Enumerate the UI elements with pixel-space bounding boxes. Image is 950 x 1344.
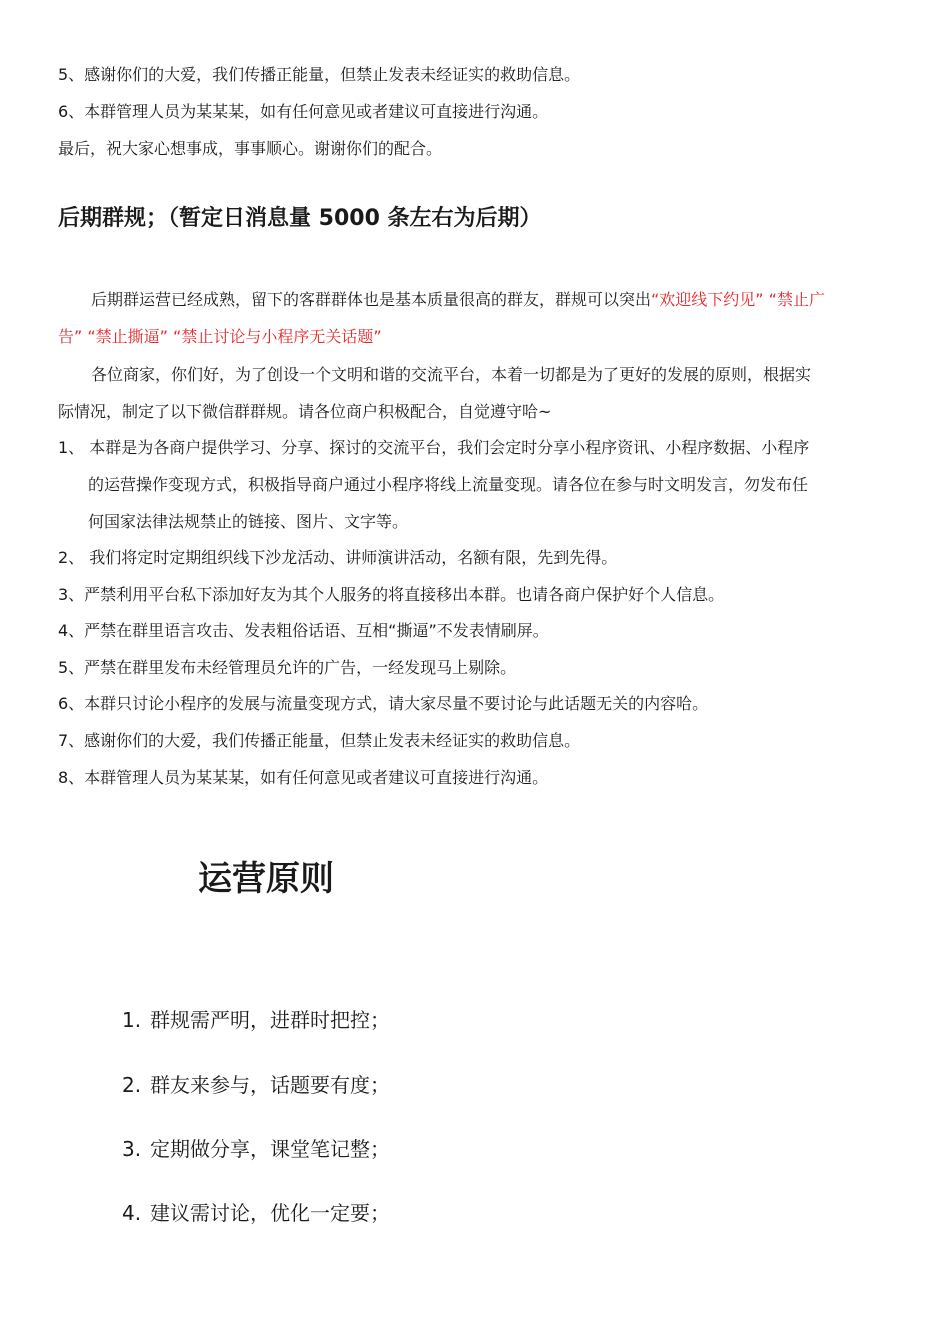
late-rule-3: 3、严禁利用平台私下添加好友为其个人服务的将直接移出本群。也请各商户保护好个人信息。 xyxy=(58,585,725,604)
early-rule-5: 5、感谢你们的大爱，我们传播正能量，但禁止发表未经证实的救助信息。 xyxy=(58,65,581,84)
late-rule-7: 7、感谢你们的大爱，我们传播正能量，但禁止发表未经证实的救助信息。 xyxy=(58,731,581,750)
principle-text: 定期做分享，课堂笔记整； xyxy=(150,1137,390,1161)
late-rule-5: 5、严禁在群里发布未经管理员允许的广告，一经发现马上剔除。 xyxy=(58,658,517,677)
principle-item-4 xyxy=(122,1199,390,1227)
principle-number: 1. xyxy=(122,1008,142,1032)
principle-number: 3. xyxy=(122,1137,142,1161)
principle-number: 2. xyxy=(122,1073,142,1097)
principle-number: 4. xyxy=(122,1201,142,1225)
late-rule-1-line-3: 何国家法律法规禁止的链接、图片、文字等。 xyxy=(88,512,409,531)
principle-text: 群规需严明，进群时把控； xyxy=(150,1008,390,1032)
early-rule-6: 6、本群管理人员为某某某，如有任何意见或者建议可直接进行沟通。 xyxy=(58,102,549,121)
principle-item-2 xyxy=(122,1071,390,1099)
late-rule-2: 2、 我们将定时定期组织线下沙龙活动、讲师演讲活动，名额有限，先到先得。 xyxy=(58,548,618,567)
late-rule-1-line-2: 的运营操作变现方式，积极指导商户通过小程序将线上流量变现。请各位在参与时文明发言，勿发布任 xyxy=(88,475,809,494)
late-intro-highlight-2: 告” “禁止撕逼” “禁止讨论与小程序无关话题” xyxy=(58,327,382,346)
closing-wish: 最后，祝大家心想事成，事事顺心。谢谢你们的配合。 xyxy=(58,139,443,158)
late-rule-1-line-1: 1、 本群是为各商户提供学习、分享、探讨的交流平台，我们会定时分享小程序资讯、小程序数据、小程序 xyxy=(58,438,810,457)
late-intro-highlight-1: “欢迎线下约见” “禁止广 xyxy=(651,290,825,309)
late-rules-heading: 后期群规；（暂定日消息量 5000 条左右为后期） xyxy=(58,206,542,231)
late-intro-line-1 xyxy=(91,289,825,311)
principle-text: 群友来参与，话题要有度； xyxy=(150,1073,390,1097)
late-rule-4: 4、严禁在群里语言攻击、发表粗俗话语、互相“撕逼”不发表情刷屏。 xyxy=(58,621,549,640)
greeting-line-2: 际情况，制定了以下微信群群规。请各位商户积极配合，自觉遵守哈~ xyxy=(58,402,552,421)
principles-title: 运营原则 xyxy=(198,859,334,899)
greeting-line-1: 各位商家，你们好，为了创设一个文明和谐的交流平台，本着一切都是为了更好的发展的原则，根据实 xyxy=(91,365,812,384)
principle-item-3 xyxy=(122,1135,390,1163)
late-rule-6: 6、本群只讨论小程序的发展与流量变现方式，请大家尽量不要讨论与此话题无关的内容哈。 xyxy=(58,694,709,713)
principle-text: 建议需讨论，优化一定要； xyxy=(150,1201,390,1225)
late-intro-text: 后期群运营已经成熟，留下的客群群体也是基本质量很高的群友，群规可以突出 xyxy=(91,290,652,309)
principle-item-1 xyxy=(122,1006,390,1034)
late-rule-8: 8、本群管理人员为某某某，如有任何意见或者建议可直接进行沟通。 xyxy=(58,768,549,787)
